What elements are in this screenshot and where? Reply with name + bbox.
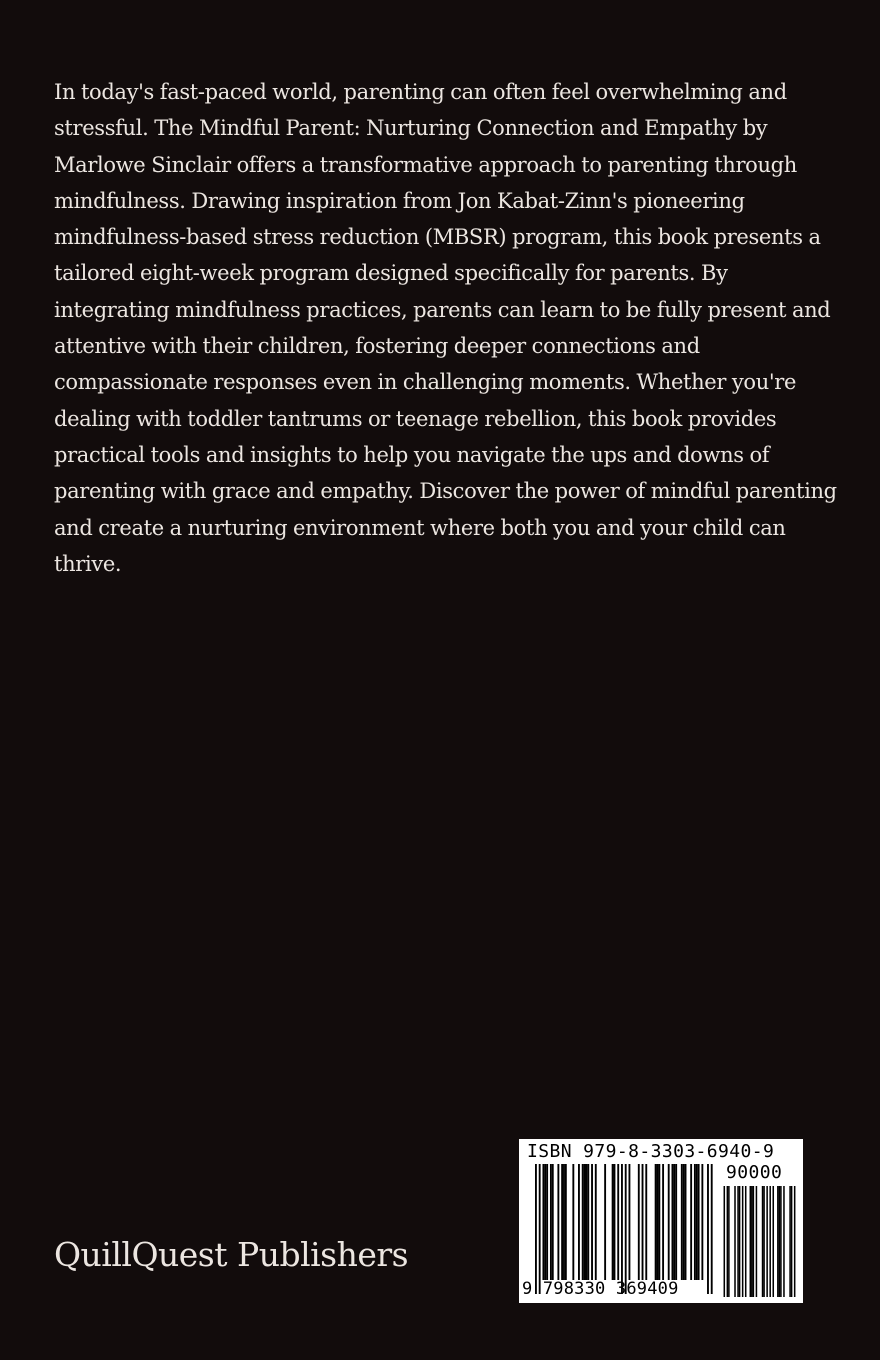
barcode-bar bbox=[584, 1164, 586, 1280]
barcode-bar bbox=[587, 1164, 589, 1280]
barcode-bar bbox=[685, 1164, 687, 1280]
barcode-bar bbox=[698, 1164, 700, 1280]
barcode-bar bbox=[668, 1164, 670, 1280]
barcode-bar bbox=[539, 1164, 541, 1294]
barcode-bar bbox=[728, 1186, 730, 1297]
barcode-bar bbox=[737, 1186, 739, 1297]
barcode-bar bbox=[561, 1164, 563, 1280]
barcode-bar bbox=[542, 1164, 544, 1280]
barcode-bar bbox=[762, 1186, 764, 1297]
barcode-bar bbox=[711, 1164, 713, 1294]
barcode-bar bbox=[672, 1164, 674, 1280]
barcode-bar bbox=[701, 1164, 703, 1280]
barcode-bar bbox=[565, 1164, 567, 1280]
barcode-bar bbox=[557, 1164, 559, 1280]
barcode-bar bbox=[591, 1164, 593, 1280]
barcode-bar bbox=[789, 1186, 791, 1297]
barcode-bar bbox=[642, 1164, 644, 1280]
back-cover-blurb: In today's fast-paced world, parenting can often feel overwhelming and stressful. The Mindful Parent: Nurturing Connection and Empathy by Marlowe Sinclair offers a transformative approach to parenting through mindfulness. Drawing inspiration from Jon Kabat-Zinn's pioneering mindfulness-based stress reduction (MBSR) program, this book presents a tailored eight-week program designed specifically for parents. By integrating mindfulness practices, parents can learn to be fully present and attentive with their children, fostering deeper connections and compassionate responses even in challenging moments. Whether you're dealing with toddler tantrums or teenage rebellion, this book provides practical tools and insights to help you navigate the ups and downs of parenting with grace and empathy. Discover the power of mindful parenting and create a nurturing environment where both you and your child can thrive. bbox=[54, 80, 837, 576]
barcode-bar bbox=[617, 1164, 619, 1280]
barcode-bar bbox=[675, 1164, 677, 1280]
ean-digits: 9 798330 369409 bbox=[522, 1279, 679, 1299]
barcode-bar bbox=[612, 1164, 614, 1280]
barcode-bar bbox=[638, 1164, 640, 1280]
barcode-bar bbox=[563, 1164, 565, 1280]
barcode-bar bbox=[681, 1164, 683, 1280]
barcode-bar bbox=[750, 1186, 752, 1297]
price-code: 90000 bbox=[726, 1162, 783, 1183]
barcode-bar bbox=[707, 1164, 709, 1294]
barcode-bar bbox=[769, 1186, 771, 1297]
barcode-bar bbox=[614, 1164, 616, 1280]
barcode-bar bbox=[756, 1186, 758, 1297]
barcode-bar bbox=[690, 1164, 692, 1280]
barcode-bar bbox=[658, 1164, 660, 1280]
barcode-bar bbox=[655, 1164, 657, 1280]
isbn-text: ISBN 979-8-3303-6940-9 bbox=[527, 1141, 775, 1162]
barcode-bar bbox=[552, 1164, 554, 1280]
barcode-bar bbox=[794, 1186, 796, 1297]
barcode-bar bbox=[753, 1186, 755, 1297]
barcode-bar bbox=[779, 1186, 781, 1297]
barcode-bar bbox=[696, 1164, 698, 1280]
barcode-bar bbox=[585, 1164, 587, 1280]
barcode-bar bbox=[791, 1186, 793, 1297]
barcode-bar bbox=[734, 1186, 736, 1297]
barcode-bar bbox=[780, 1186, 782, 1297]
barcode-bar bbox=[742, 1186, 744, 1297]
barcode-bar bbox=[582, 1164, 584, 1280]
barcode-bar bbox=[683, 1164, 685, 1280]
barcode-bar bbox=[777, 1186, 779, 1297]
barcode-bar bbox=[604, 1164, 606, 1280]
barcode-bar bbox=[662, 1164, 664, 1280]
barcode-bar bbox=[694, 1164, 696, 1280]
barcode-bar bbox=[572, 1164, 574, 1280]
barcode-bar bbox=[772, 1186, 774, 1297]
barcode-bar bbox=[629, 1164, 631, 1280]
barcode-bar bbox=[645, 1164, 647, 1280]
barcode-bar bbox=[745, 1186, 747, 1297]
barcode-bar bbox=[763, 1186, 765, 1297]
publisher-name: QuillQuest Publishers bbox=[54, 1235, 409, 1274]
barcode-bar bbox=[766, 1186, 768, 1297]
barcode-bar bbox=[535, 1164, 537, 1294]
barcode-bar bbox=[544, 1164, 546, 1280]
barcode-bar bbox=[546, 1164, 548, 1280]
barcode-bar bbox=[739, 1186, 741, 1297]
barcode-bar bbox=[783, 1186, 785, 1297]
barcode-bar bbox=[727, 1186, 729, 1297]
barcode-bar bbox=[595, 1164, 597, 1280]
barcode-bar bbox=[657, 1164, 659, 1280]
barcode-bar bbox=[625, 1164, 627, 1294]
isbn-barcode bbox=[519, 1139, 803, 1303]
barcode-bar bbox=[550, 1164, 552, 1280]
barcode-bar bbox=[673, 1164, 675, 1280]
barcode-bar bbox=[578, 1164, 580, 1280]
barcode-bar bbox=[621, 1164, 623, 1294]
barcode-bar bbox=[724, 1186, 726, 1297]
barcode-bar bbox=[751, 1186, 753, 1297]
